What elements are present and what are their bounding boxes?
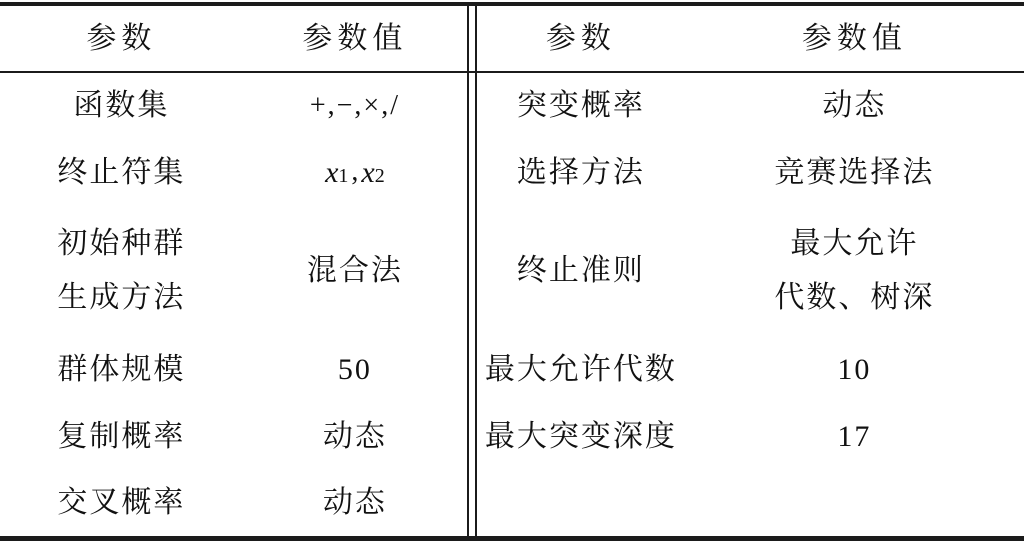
value-cell-two-line (685, 205, 1024, 337)
value-cell: 动态 (822, 89, 887, 122)
param-cell-two-line (0, 205, 243, 337)
param-line-2: 生成方法 (57, 281, 186, 314)
value-cell: 动态 (322, 486, 387, 519)
double-vertical-separator (467, 4, 477, 539)
value-line-1: 最大允许 (790, 227, 919, 260)
value-cell: 10 (837, 353, 872, 386)
param-cell: 选择方法 (516, 155, 645, 189)
value-cell: 50 (337, 353, 372, 386)
value-cell: 混合法 (306, 254, 403, 287)
left-header-param: 参数 (86, 22, 157, 55)
param-cell: 终止准则 (516, 254, 645, 287)
left-half-table (0, 6, 467, 536)
param-cell: 终止符集 (57, 155, 186, 189)
math-x2-base: x (361, 155, 375, 189)
math-x1-base: x (325, 155, 339, 189)
right-header-value: 参数值 (801, 22, 907, 55)
right-header-param: 参数 (545, 22, 616, 55)
value-cell: 动态 (322, 419, 387, 453)
param-cell-empty (477, 470, 685, 536)
bottom-rule (0, 536, 1024, 541)
value-cell-terminal-set (243, 140, 467, 205)
value-cell: 竞赛选择法 (774, 155, 935, 189)
left-header-value: 参数值 (302, 22, 408, 55)
param-cell: 群体规模 (57, 353, 186, 386)
math-comma: , (351, 156, 359, 188)
math-x2-subscript: 2 (374, 164, 385, 187)
param-cell: 复制概率 (57, 419, 186, 453)
right-half-table (477, 6, 1024, 536)
param-cell: 交叉概率 (57, 486, 186, 519)
value-cell: +,−,×,/ (309, 89, 400, 121)
param-cell: 函数集 (73, 89, 170, 122)
value-cell-empty (685, 470, 1024, 536)
param-cell: 突变概率 (516, 89, 645, 122)
math-expression (325, 146, 385, 200)
param-lines (57, 217, 185, 325)
value-line-2: 代数、树深 (774, 281, 935, 314)
param-cell: 最大突变深度 (484, 419, 677, 453)
math-x1-subscript: 1 (338, 164, 349, 187)
param-cell: 最大允许代数 (484, 353, 677, 386)
value-cell: 17 (837, 419, 872, 453)
param-line-1: 初始种群 (57, 227, 186, 260)
value-lines (774, 217, 934, 325)
